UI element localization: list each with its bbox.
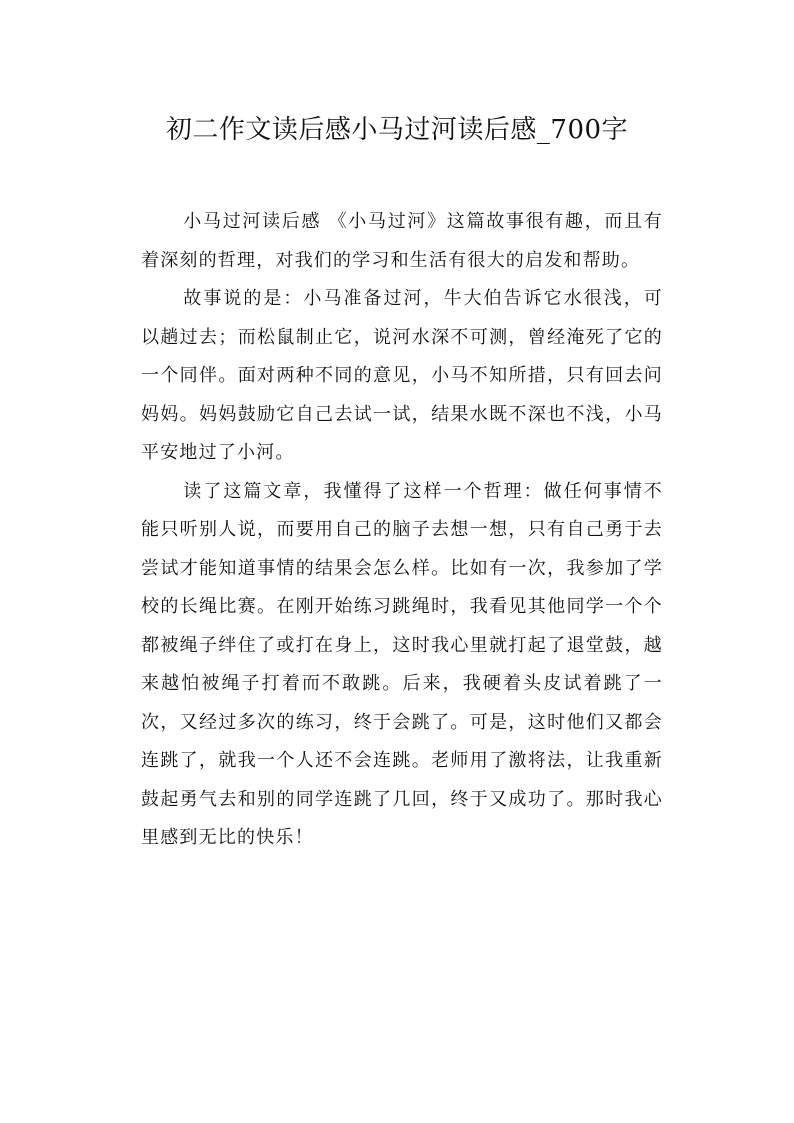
paragraph-story: 故事说的是：小马准备过河，牛大伯告诉它水很浅，可以趟过去；而松鼠制止它，说河水深不可测，曾经淹死了它的一个同伴。面对两种不同的意见，小马不知所措，只有回去问妈妈。妈妈鼓励它自己去试一试，结果水既不深也不浅，小马平安地过了小河。	[141, 288, 663, 463]
document-title: 初二作文读后感小马过河读后感_700字	[165, 115, 629, 145]
document-body	[141, 203, 663, 858]
paragraph-reflection: 读了这篇文章，我懂得了这样一个哲理：做任何事情不能只听别人说，而要用自己的脑子去想一想，只有自己勇于去尝试才能知道事情的结果会怎么样。比如有一次，我参加了学校的长绳比赛。在刚开始练习跳绳时，我看见其他同学一个个都被绳子绊住了或打在身上，这时我心里就打起了退堂鼓，越来越怕被绳子打着而不敢跳。后来，我硬着头皮试着跳了一次，又经过多次的练习，终于会跳了。可是，这时他们又都会连跳了，就我一个人还不会连跳。老师用了激将法，让我重新鼓起勇气去和别的同学连跳了几回，终于又成功了。那时我心里感到无比的快乐！	[141, 480, 663, 848]
paragraph-intro: 小马过河读后感 《小马过河》这篇故事很有趣，而且有着深刻的哲理，对我们的学习和生活有很大的启发和帮助。	[141, 211, 663, 271]
